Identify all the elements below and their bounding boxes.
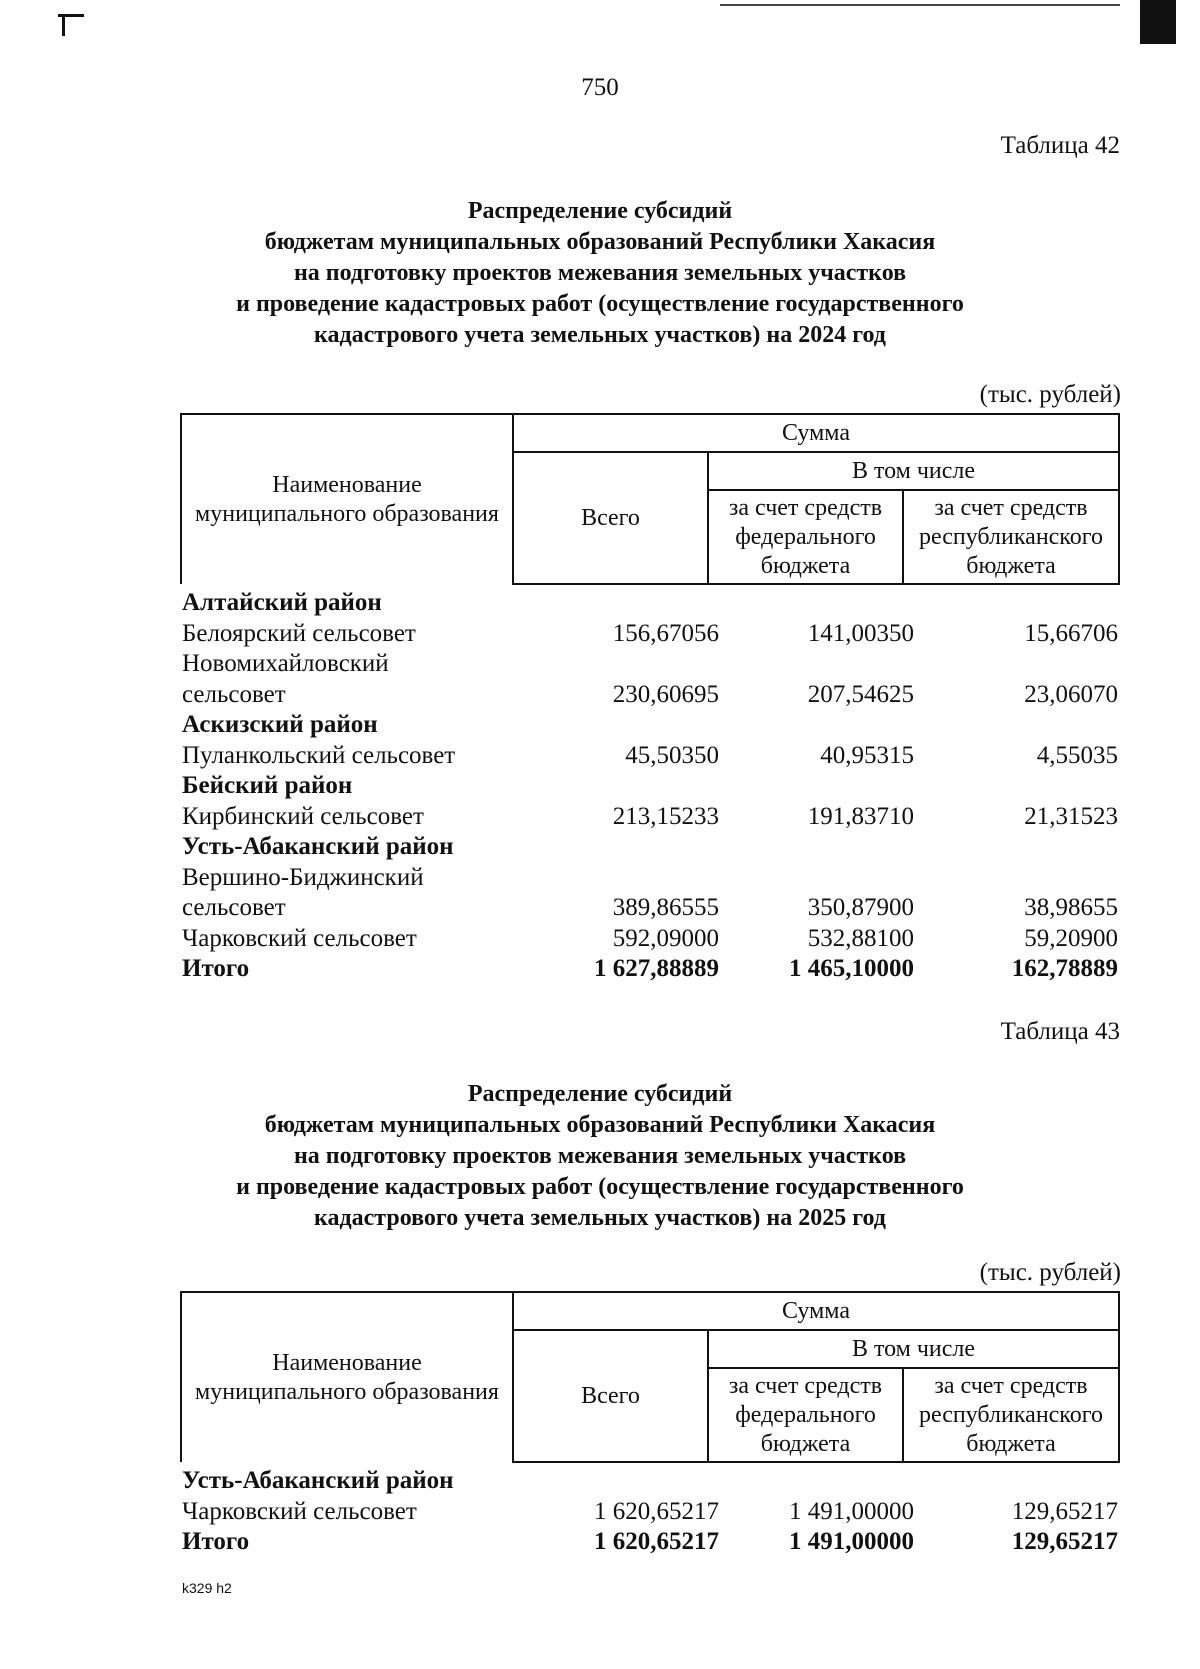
title-line: кадастрового учета земельных участков) на 2024 год bbox=[314, 322, 886, 348]
row-republic: 59,20900 bbox=[1024, 924, 1118, 952]
table-43-title bbox=[0, 1079, 1200, 1234]
table-row bbox=[182, 710, 1118, 741]
row-name: Белоярский сельсовет bbox=[182, 619, 416, 647]
row-federal: 350,87900 bbox=[807, 894, 914, 921]
row-total: 592,09000 bbox=[612, 924, 719, 952]
title-line: кадастрового учета земельных участков) на 2025 год bbox=[314, 1205, 886, 1231]
row-name: Итого bbox=[182, 1528, 250, 1555]
row-name: Новомихайловский bbox=[182, 650, 389, 677]
header-including-cell: В том числе bbox=[708, 1330, 1119, 1368]
header-including-cell: В том числе bbox=[708, 452, 1119, 490]
header-federal-cell: за счет средств федерального бюджета bbox=[708, 490, 903, 584]
title-line: бюджетам муниципальных образований Республики Хакасия bbox=[264, 229, 936, 255]
table-42-units: (тыс. рублей) bbox=[979, 381, 1121, 408]
table-row bbox=[182, 1466, 1118, 1497]
row-federal: 207,54625 bbox=[807, 680, 914, 708]
row-name: Алтайский район bbox=[182, 589, 382, 616]
title-line: и проведение кадастровых работ (осуществление государственного bbox=[236, 1174, 964, 1200]
row-republic: 15,66706 bbox=[1024, 619, 1118, 647]
row-federal: 1 491,00000 bbox=[789, 1528, 914, 1555]
page-number: 750 bbox=[581, 74, 619, 101]
header-federal-cell: за счет средств федерального бюджета bbox=[708, 1368, 903, 1462]
row-name: Усть-Абаканский район bbox=[182, 1467, 454, 1494]
scan-artifact-top-left-stem bbox=[62, 14, 65, 36]
header-republic-cell: за счет средств республиканского бюджета bbox=[903, 1368, 1119, 1462]
table-row bbox=[182, 832, 1118, 863]
row-name: сельсовет bbox=[182, 680, 286, 708]
table-42-body bbox=[182, 588, 1118, 985]
title-line: Распределение субсидий bbox=[467, 198, 733, 224]
row-total: 45,50350 bbox=[625, 741, 719, 769]
row-federal: 1 465,10000 bbox=[789, 955, 914, 982]
table-row bbox=[182, 802, 1118, 833]
table-row bbox=[182, 863, 1118, 894]
row-name: Пуланкольский сельсовет bbox=[182, 741, 456, 769]
row-name: Вершино-Биджинский bbox=[182, 863, 424, 891]
row-total: 1 627,88889 bbox=[594, 955, 719, 982]
table-row bbox=[182, 680, 1118, 711]
row-total: 389,86555 bbox=[612, 894, 719, 921]
table-row bbox=[182, 649, 1118, 680]
table-43-body bbox=[182, 1466, 1118, 1558]
title-line: на подготовку проектов межевания земельных участков bbox=[293, 1143, 907, 1169]
row-total: 156,67056 bbox=[612, 619, 719, 647]
row-name: Бейский район bbox=[182, 772, 353, 799]
table-43-label: Таблица 43 bbox=[1000, 1018, 1120, 1045]
scan-artifact-top-right-corner bbox=[1140, 0, 1176, 44]
row-republic: 21,31523 bbox=[1024, 802, 1118, 830]
table-row bbox=[182, 588, 1118, 619]
row-federal: 141,00350 bbox=[807, 619, 914, 647]
row-republic: 129,65217 bbox=[1011, 1497, 1118, 1525]
header-name-cell: Наименование муниципального образования bbox=[181, 414, 513, 584]
row-republic: 162,78889 bbox=[1011, 955, 1118, 982]
header-total-cell: Всего bbox=[513, 1330, 708, 1462]
table-42-title bbox=[0, 196, 1200, 351]
table-42-header bbox=[180, 413, 1120, 585]
row-name: Чарковский сельсовет bbox=[182, 1497, 417, 1525]
row-federal: 1 491,00000 bbox=[789, 1497, 914, 1525]
row-total: 213,15233 bbox=[612, 802, 719, 830]
table-row bbox=[182, 893, 1118, 924]
row-republic: 23,06070 bbox=[1024, 680, 1118, 708]
row-total: 1 620,65217 bbox=[594, 1528, 719, 1555]
scan-artifact-top-right-line bbox=[720, 4, 1120, 6]
header-sum-cell: Сумма bbox=[513, 414, 1119, 452]
title-line: бюджетам муниципальных образований Республики Хакасия bbox=[264, 1112, 936, 1138]
row-total: 230,60695 bbox=[612, 680, 719, 708]
table-row bbox=[182, 924, 1118, 955]
row-federal: 191,83710 bbox=[807, 802, 914, 830]
table-43-units: (тыс. рублей) bbox=[979, 1259, 1121, 1286]
row-total: 1 620,65217 bbox=[594, 1497, 719, 1525]
header-sum-cell: Сумма bbox=[513, 1292, 1119, 1330]
header-total-cell: Всего bbox=[513, 452, 708, 584]
title-line: Распределение субсидий bbox=[467, 1081, 733, 1107]
table-43-header bbox=[180, 1291, 1120, 1463]
title-line: и проведение кадастровых работ (осуществление государственного bbox=[236, 291, 964, 317]
row-name: Кирбинский сельсовет bbox=[182, 802, 424, 830]
row-federal: 40,95315 bbox=[820, 741, 914, 769]
table-row bbox=[182, 771, 1118, 802]
row-name: Усть-Абаканский район bbox=[182, 833, 454, 860]
table-row bbox=[182, 1497, 1118, 1528]
header-name-cell: Наименование муниципального образования bbox=[181, 1292, 513, 1462]
row-federal: 532,88100 bbox=[807, 924, 914, 952]
table-42-label: Таблица 42 bbox=[1000, 132, 1120, 159]
document-code: k329 h2 bbox=[182, 1580, 232, 1596]
row-name: Чарковский сельсовет bbox=[182, 924, 417, 952]
row-republic: 38,98655 bbox=[1024, 894, 1118, 921]
row-name: Итого bbox=[182, 955, 250, 982]
row-republic: 4,55035 bbox=[1036, 741, 1118, 769]
table-row bbox=[182, 619, 1118, 650]
total-row bbox=[182, 954, 1118, 985]
total-row bbox=[182, 1527, 1118, 1558]
row-name: сельсовет bbox=[182, 894, 286, 921]
header-republic-cell: за счет средств республиканского бюджета bbox=[903, 490, 1119, 584]
row-name: Аскизский район bbox=[182, 711, 378, 738]
title-line: на подготовку проектов межевания земельных участков bbox=[293, 260, 907, 286]
table-row bbox=[182, 741, 1118, 772]
row-republic: 129,65217 bbox=[1011, 1528, 1118, 1555]
